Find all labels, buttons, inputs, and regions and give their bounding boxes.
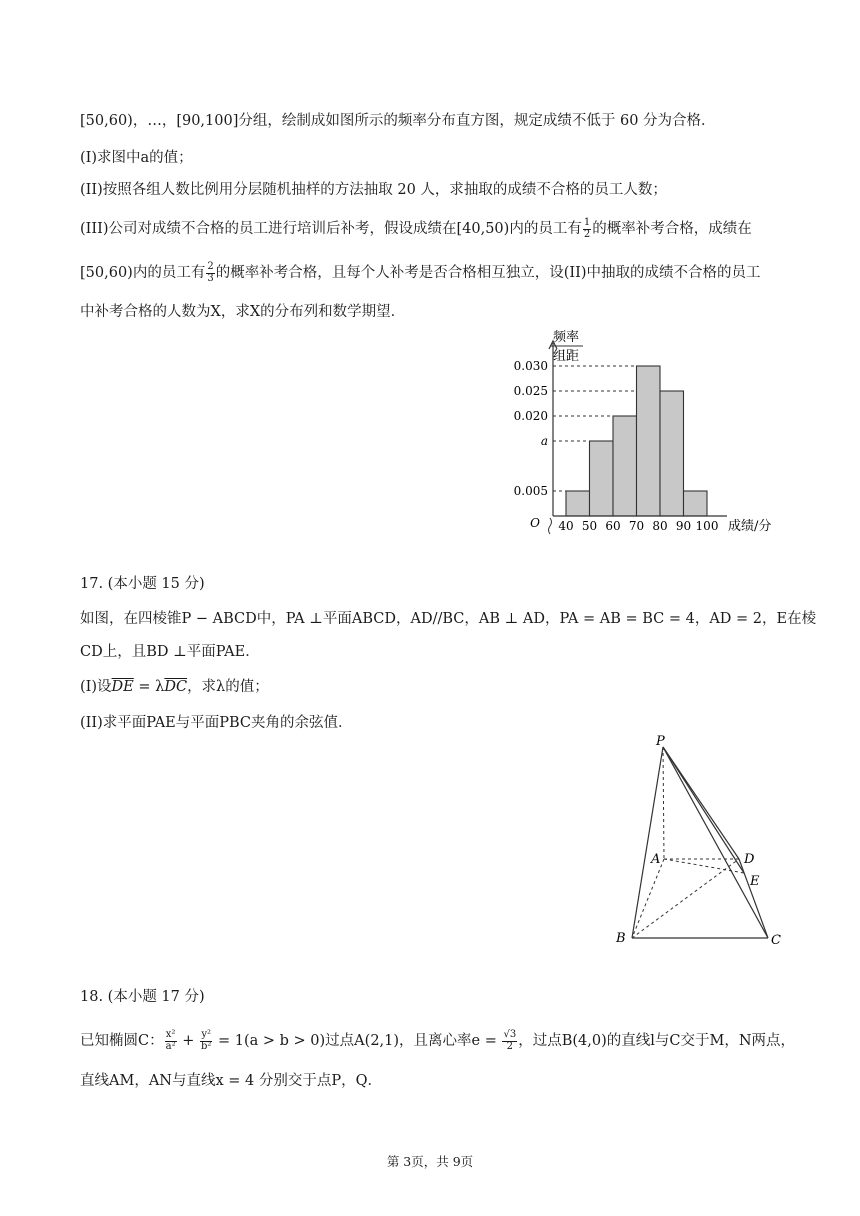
frac-den: 2: [583, 228, 591, 240]
histogram-plot: [514, 329, 772, 534]
p16-line-b1: [50,60)内的员工有: [80, 265, 206, 281]
x-tick-label: 80: [652, 519, 668, 533]
fraction-two-thirds: [206, 262, 214, 284]
p16-line-b2: 的概率补考合格，且每个人补考是否合格相互独立，设(II)中抽取的成绩不合格的员工: [215, 265, 761, 281]
x-axis-label: 成绩/分: [728, 519, 772, 534]
histogram-bar: [637, 366, 661, 516]
edge-pc: [663, 747, 768, 938]
x-tick-label: 60: [605, 519, 621, 533]
p17-part2: (II)求平面PAE与平面PBC夹角的余弦值．: [80, 715, 353, 731]
p16-part3-a: (III)公司对成绩不合格的员工进行培训后补考，假设成绩在[40,50)内的员工有: [80, 221, 582, 237]
p18-header: 18. (本小题 17 分): [80, 989, 205, 1005]
histogram-bar: [566, 491, 590, 516]
y-tick-label: 0.005: [513, 484, 548, 498]
y-tick-label: a: [540, 434, 548, 448]
frac-den: 3: [207, 272, 214, 284]
x-tick-label: 40: [558, 519, 574, 533]
edge-dc: [739, 859, 768, 938]
edge-pa: [663, 747, 664, 859]
frac-den: a²: [165, 1040, 176, 1052]
y-label-top: 频率: [552, 330, 580, 345]
fraction-one-half: [583, 218, 591, 240]
pyramid-figure: [608, 732, 788, 952]
p17-part1: [80, 680, 269, 695]
x-tick-label: 90: [675, 519, 692, 533]
vertex-b: B: [616, 931, 626, 946]
p16-part3-b: 的概率补考合格，成绩在: [592, 221, 752, 237]
fraction-y2-b2: [200, 1030, 212, 1052]
x-tick-label: 70: [628, 519, 645, 533]
p17-part1-eq: = λ: [133, 679, 165, 695]
p16-part2: (II)按照各组人数比例用分层随机抽样的方法抽取 20 人，求抽取的成绩不合格的员工人数；: [80, 182, 667, 198]
histogram-bar: [660, 391, 684, 516]
edge-pb: [632, 747, 663, 938]
y-label-bottom: 组距: [552, 349, 580, 364]
p18-line1: [80, 1030, 795, 1052]
axis-break-mark: [549, 518, 552, 534]
p17-part1-a: (I)设: [80, 679, 112, 695]
histogram-bar: [613, 416, 637, 516]
p17-line2: CD上，且BD ⊥平面PAE．: [80, 644, 260, 660]
p16-line-c: 中补考合格的人数为X，求X的分布列和数学期望．: [80, 304, 406, 320]
fraction-sqrt3-2: [502, 1030, 517, 1052]
frac-num: y²: [201, 1029, 212, 1040]
origin-label: O: [530, 516, 540, 530]
p17-line1: 如图，在四棱锥P − ABCD中，PA ⊥平面ABCD，AD//BC，AB ⊥ AD，PA = AB = BC = 4，AD = 2，E在棱: [80, 611, 817, 627]
vertex-p: P: [656, 734, 665, 749]
vertex-d: D: [744, 852, 755, 867]
p16-line1: [50,60)，…，[90,100]分组，绘制成如图所示的频率分布直方图，规定成绩不低于 60 分为合格．: [80, 113, 716, 129]
edge-ae: [664, 859, 744, 873]
frac-num: x²: [165, 1029, 176, 1040]
x-tick-label: 50: [581, 519, 598, 533]
vector-dc: $\overline{DC}$: [164, 679, 188, 695]
frac-num: √3: [503, 1029, 517, 1040]
frac-num: 2: [207, 261, 214, 272]
y-tick-label: 0.025: [513, 384, 548, 398]
p18-line1-b: = 1(a > b > 0)过点A(2,1)，且离心率e =: [213, 1033, 502, 1049]
p18-line1-c: ，过点B(4,0)的直线l与C交于M，N两点，: [518, 1033, 796, 1049]
y-tick-label: 0.020: [513, 409, 548, 423]
x-tick-label: 100: [695, 519, 719, 533]
frac-num: 1: [583, 217, 591, 228]
histogram-bar: [590, 441, 614, 516]
vector-de: $\overline{DE}$: [111, 679, 134, 695]
y-tick-label: 0.030: [513, 359, 548, 373]
vertex-a: A: [651, 852, 661, 867]
p16-line-b: [80, 262, 760, 284]
frac-den: b²: [200, 1040, 212, 1052]
p16-part1: (I)求图中a的值；: [80, 150, 193, 166]
p18-line1-a: 已知椭圆C：: [80, 1033, 164, 1049]
histogram-bar: [684, 491, 708, 516]
page-footer: 第 3页，共 9页: [386, 1154, 474, 1169]
frequency-histogram: [495, 325, 795, 540]
fraction-x2-a2: [165, 1030, 177, 1052]
vertex-c: C: [771, 933, 781, 948]
vertex-e: E: [750, 874, 760, 889]
edge-pe: [663, 747, 744, 873]
p18-plus: +: [177, 1033, 199, 1049]
p16-part3: [80, 218, 752, 240]
p18-line2: 直线AM，AN与直线x = 4 分别交于点P，Q．: [80, 1073, 382, 1089]
p17-header: 17. (本小题 15 分): [80, 576, 205, 592]
frac-den: 2: [506, 1040, 514, 1052]
p17-part1-b: ，求λ的值；: [187, 679, 269, 695]
